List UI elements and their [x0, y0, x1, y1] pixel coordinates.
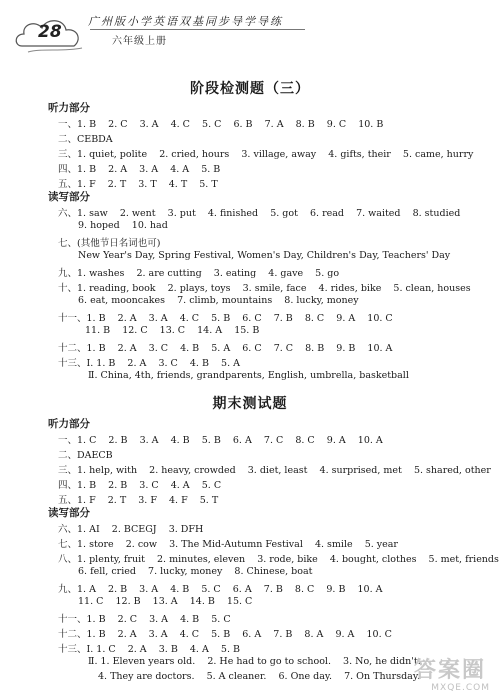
answer-line: 六、1. saw 2. went 3. put 4. finished 5. got 6. read 7. waited 8. studied	[58, 208, 461, 219]
answer-line: 6. fell, cried 7. lucky, money 8. Chinese, boat	[78, 566, 313, 577]
answer-line: New Year's Day, Spring Festival, Women's Day, Children's Day, Teachers' Day	[78, 250, 451, 261]
answer-line: Ⅱ. China, 4th, friends, grandparents, English, umbrella, basketball	[88, 370, 409, 381]
answer-line: 五、1. F 2. T 3. T 4. T 5. T	[58, 179, 218, 190]
answer-line: 6. eat, mooncakes 7. climb, mountains 8. lucky, money	[78, 295, 359, 306]
answer-line: 十三、Ⅰ. 1. B 2. A 3. C 4. B 5. A	[58, 358, 240, 369]
answer-line: 十三、Ⅰ. 1. C 2. A 3. B 4. A 5. B	[58, 644, 240, 655]
section-title-stage-test: 阶段检测题（三）	[190, 81, 310, 97]
answer-line: 九、1. A 2. B 3. A 4. B 5. C 6. A 7. B 8. C 9. B 10. A	[58, 584, 383, 595]
answer-line: 九、1. washes 2. are cutting 3. eating 4. gave 5. go	[58, 268, 340, 279]
section-title-final-test: 期末测试题	[212, 396, 288, 412]
watermark-logo	[402, 653, 494, 693]
watermark-url: MXQE.COM	[431, 683, 490, 693]
answer-line: 二、DAECB	[58, 450, 113, 461]
answer-line: 11. C 12. B 13. A 14. B 15. C	[78, 596, 253, 607]
answer-line: 五、1. F 2. T 3. F 4. F 5. T	[58, 495, 219, 506]
grade-label: 六年级上册	[112, 36, 167, 47]
answer-line: 七、1. store 2. cow 3. The Mid-Autumn Festival 4. smile 5. year	[58, 539, 398, 550]
page-number: 28	[38, 22, 62, 42]
header-divider	[90, 29, 305, 30]
answer-line: 四、1. B 2. A 3. A 4. A 5. B	[58, 164, 221, 175]
answer-line: Ⅱ. 1. Eleven years old. 2. He had to go to school. 3. No, he didn't.	[88, 656, 421, 667]
answer-line: 11. B 12. C 13. C 14. A 15. B	[85, 325, 260, 336]
page-header	[0, 0, 500, 56]
answer-line: 十二、1. B 2. A 3. C 4. B 5. A 6. C 7. C 8. B 9. B 10. A	[58, 343, 393, 354]
answer-line: 一、1. C 2. B 3. A 4. B 5. B 6. A 7. C 8. C 9. A 10. A	[58, 435, 383, 446]
answer-line: 六、1. AI 2. BCEGJ 3. DFH	[58, 524, 204, 535]
watermark-text: 答案圈	[413, 658, 486, 683]
answer-line: 四、1. B 2. B 3. C 4. A 5. C	[58, 480, 222, 491]
listening-heading: 听力部分	[48, 102, 90, 114]
answer-line: 八、1. plenty, fruit 2. minutes, eleven 3. rode, bike 4. bought, clothes 5. met, friends	[58, 554, 499, 565]
answer-line: 三、1. quiet, polite 2. cried, hours 3. village, away 4. gifts, their 5. came, hurry	[58, 149, 474, 160]
book-series-title: 广州版小学英语双基同步导学导练	[88, 15, 283, 28]
answer-line: 十一、1. B 2. A 3. A 4. C 5. B 6. C 7. B 8. C 9. A 10. C	[58, 313, 393, 324]
answer-line: 一、1. B 2. C 3. A 4. C 5. C 6. B 7. A 8. B 9. C 10. B	[58, 119, 384, 130]
answer-line: 十一、1. B 2. C 3. A 4. B 5. C	[58, 614, 231, 625]
answer-line: 二、CEBDA	[58, 134, 113, 145]
answer-line: 9. hoped 10. had	[78, 220, 168, 231]
answer-line: 七、(其他节日名词也可)	[58, 238, 161, 249]
answer-line: 三、1. help, with 2. heavy, crowded 3. diet, least 4. surprised, met 5. shared, other	[58, 465, 491, 476]
answer-line: 十、1. reading, book 2. plays, toys 3. smile, face 4. rides, bike 5. clean, houses	[58, 283, 471, 294]
reading-writing-heading: 读写部分	[48, 507, 90, 519]
reading-writing-heading: 读写部分	[48, 191, 90, 203]
listening-heading: 听力部分	[48, 418, 90, 430]
answer-line: 4. They are doctors. 5. A cleaner. 6. One day. 7. On Thursday.	[98, 671, 420, 682]
answer-line: 十二、1. B 2. A 3. A 4. C 5. B 6. A 7. B 8. A 9. A 10. C	[58, 629, 392, 640]
